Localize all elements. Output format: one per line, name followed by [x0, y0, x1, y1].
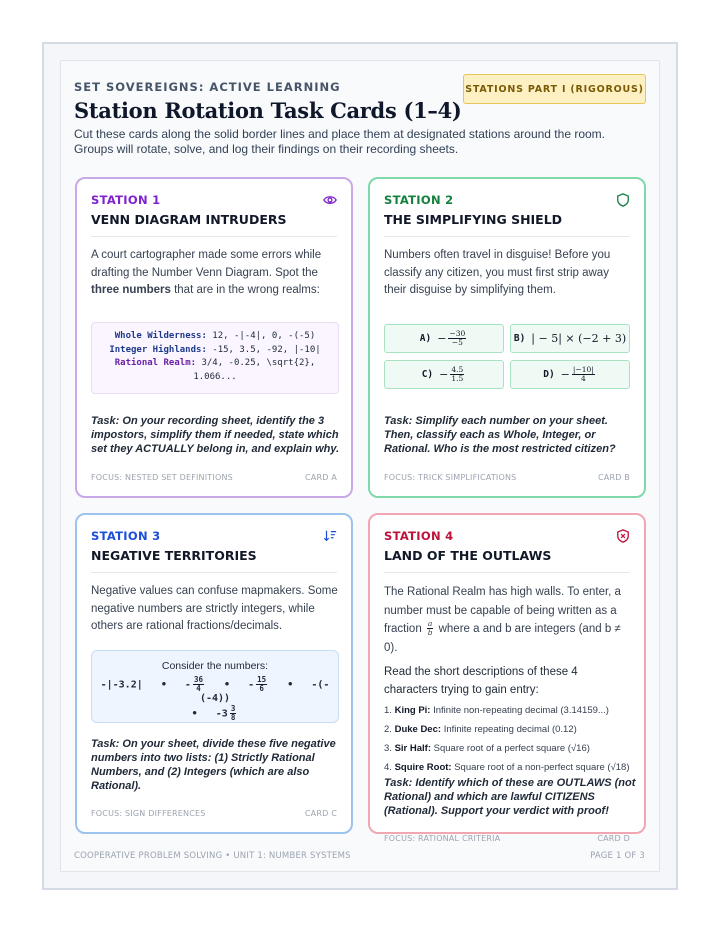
denominator: 8: [230, 713, 236, 722]
stations-badge: STATIONS PART I (RIGOROUS): [463, 74, 646, 104]
fraction: [230, 705, 237, 722]
separator: •: [287, 679, 294, 691]
character-name: Sir Half:: [394, 743, 432, 754]
character-desc: Square root of a perfect square (√16): [433, 743, 590, 754]
realm-values: 12, -|-4|, 0, -(-5): [206, 331, 316, 341]
divider: [384, 572, 630, 573]
character-name: King Pi:: [394, 705, 431, 716]
station-title: VENN DIAGRAM INTRUDERS: [91, 212, 287, 227]
body-text: A court cartographer made some errors while drafting the Number Venn Diagram. Spot the: [91, 249, 322, 279]
card-id: CARD B: [597, 473, 630, 482]
item-expression: | − 5| × (−2 + 3): [531, 332, 627, 345]
station-card-3: [75, 513, 353, 834]
numerator: |−10|: [572, 365, 594, 374]
station-title: THE SIMPLIFYING SHIELD: [384, 212, 563, 227]
station-task: Task: On your recording sheet, identify the 3 impostors, simplify them if needed, state which set they ACTUALLY belong in, and explain why.: [91, 415, 340, 455]
shield-icon: [616, 193, 630, 207]
character-list: [384, 701, 636, 777]
numerator: 36: [193, 675, 203, 684]
card-focus: FOCUS: NESTED SET DEFINITIONS: [91, 473, 233, 482]
simplify-item-a: [384, 324, 504, 353]
character-desc: Infinite non-repeating decimal (3.14159...): [433, 705, 609, 716]
character-name: Squire Root:: [394, 762, 452, 773]
number-sign: -: [248, 679, 255, 691]
simplify-item-b: [510, 324, 630, 353]
station-label: STATION 4: [384, 529, 454, 543]
numerator: 15: [257, 675, 267, 684]
denominator: 4: [196, 684, 201, 693]
list-item: [384, 758, 636, 777]
denominator: 1.5: [451, 374, 464, 383]
item-label: D): [543, 369, 555, 380]
item-sign: −: [560, 368, 570, 381]
card-focus: FOCUS: TRICK SIMPLIFICATIONS: [384, 473, 517, 482]
character-name: Duke Dec:: [394, 724, 442, 735]
station-task: Task: Identify which of these are OUTLAWS (not Rational) and which are lawful CITIZENS (Rational). Support your verdict with proof!: [384, 777, 636, 817]
denominator: b: [427, 628, 433, 638]
denominator: 4: [580, 374, 586, 383]
list-item: [384, 701, 636, 720]
station-task: Task: Simplify each number on your sheet. Then, classify each as Whole, Integer, or Rational. Who is the most restricted citizen?: [384, 415, 616, 455]
fraction: [256, 676, 267, 693]
divider: [91, 572, 337, 573]
body-emphasis: three numbers: [91, 284, 171, 296]
card-id: CARD C: [304, 809, 337, 818]
character-desc: Square root of a non-perfect square (√18): [454, 762, 630, 773]
number-item: -(-(-4)): [199, 679, 330, 704]
station-body: Negative values can confuse mapmakers. Some negative numbers are strictly integers, while others are rational fractions/decimals.: [91, 585, 338, 632]
page-subtitle: Cut these cards along the solid border lines and place them at designated stations around the room. Groups will rotate, solve, and log their findings on their recording sheets.: [74, 127, 605, 156]
fraction: [427, 620, 433, 637]
page-title: Station Rotation Task Cards (1–4): [74, 98, 462, 123]
fraction: [572, 366, 595, 383]
station-label: STATION 3: [91, 529, 161, 543]
number-sign: -: [184, 679, 191, 691]
realm-key: Whole Wilderness:: [114, 331, 207, 341]
divider: [384, 236, 630, 237]
station-card-4: [368, 513, 646, 843]
denominator: −5: [451, 338, 463, 347]
simplify-item-d: [510, 360, 630, 389]
realm-key: Integer Highlands:: [109, 344, 207, 355]
separator: •: [224, 679, 231, 691]
item-number: 2.: [384, 724, 392, 735]
card-id: CARD A: [305, 473, 337, 482]
station-title: LAND OF THE OUTLAWS: [384, 548, 552, 563]
station-label: STATION 2: [384, 193, 454, 207]
character-desc: Infinite repeating decimal (0.12): [443, 724, 577, 735]
card-focus: FOCUS: RATIONAL CRITERIA: [384, 834, 501, 843]
number-item: -|-3.2|: [100, 679, 143, 691]
body-text: where a and b are integers (and b ≠ 0).: [384, 623, 621, 654]
numerator: 4.5: [451, 365, 464, 374]
station-lead: Read the short descriptions of these 4 characters trying to gain entry:: [384, 666, 578, 696]
numbers-row: [92, 676, 338, 704]
page-footer-left: COOPERATIVE PROBLEM SOLVING • UNIT 1: NUMBER SYSTEMS: [74, 851, 351, 861]
station-body: Numbers often travel in disguise! Before you classify any citizen, you must first strip away their disguise by simplifying them.: [384, 249, 611, 296]
separator: •: [191, 708, 198, 720]
numbers-box: [91, 650, 339, 723]
fraction: [450, 366, 464, 383]
realm-values: 3/4, -0.25, \sqrt{2},: [196, 358, 316, 368]
station-task: Task: On your sheet, divide these five negative numbers into two lists: (1) Strictly Rational Numbers, and (2) Integers (which are also Rational).: [91, 738, 336, 792]
page-footer-right: PAGE 1 OF 3: [590, 851, 645, 861]
divider: [91, 236, 337, 237]
numerator: −30: [449, 329, 466, 338]
item-number: 3.: [384, 743, 392, 754]
item-label: A): [419, 333, 432, 344]
station-card-1: [75, 177, 353, 498]
station-body: [384, 583, 632, 657]
venn-list-box: [91, 322, 339, 394]
page-kicker: SET SOVEREIGNS: ACTIVE LEARNING: [74, 80, 341, 94]
separator: •: [160, 679, 167, 691]
simplify-item-c: [384, 360, 504, 389]
numbers-title: Consider the numbers:: [161, 660, 269, 672]
numerator: 3: [230, 704, 236, 713]
item-number: 1.: [384, 705, 392, 716]
station-title: NEGATIVE TERRITORIES: [91, 548, 257, 563]
item-sign: −: [439, 368, 449, 381]
denominator: 6: [259, 684, 264, 693]
item-label: B): [513, 333, 526, 344]
number-whole: -3: [215, 708, 228, 720]
numbers-row: [92, 705, 338, 722]
card-id: CARD D: [597, 834, 630, 843]
numerator: a: [427, 619, 433, 629]
item-number: 4.: [384, 762, 392, 773]
station-label: STATION 1: [91, 193, 161, 207]
eye-icon: [323, 193, 337, 207]
realm-values: 1.066...: [193, 371, 237, 382]
body-text: The Rational Realm has high walls. To enter, a number must be capable of being written as a fraction: [384, 586, 621, 635]
item-label: C): [421, 369, 434, 380]
body-text: that are in the wrong realms:: [170, 284, 320, 296]
fraction: [193, 676, 204, 693]
list-item: [384, 739, 636, 758]
list-item: [384, 720, 636, 739]
item-sign: −: [437, 332, 447, 345]
realm-values: -15, 3.5, -92, |-10|: [206, 344, 321, 355]
x-shield-icon: [616, 529, 630, 543]
realm-key: Rational Realm:: [114, 358, 197, 368]
sort-descending-icon: [323, 529, 337, 543]
card-focus: FOCUS: SIGN DIFFERENCES: [91, 809, 206, 818]
fraction: [448, 330, 466, 347]
station-body: [91, 247, 339, 300]
station-card-2: [368, 177, 646, 498]
